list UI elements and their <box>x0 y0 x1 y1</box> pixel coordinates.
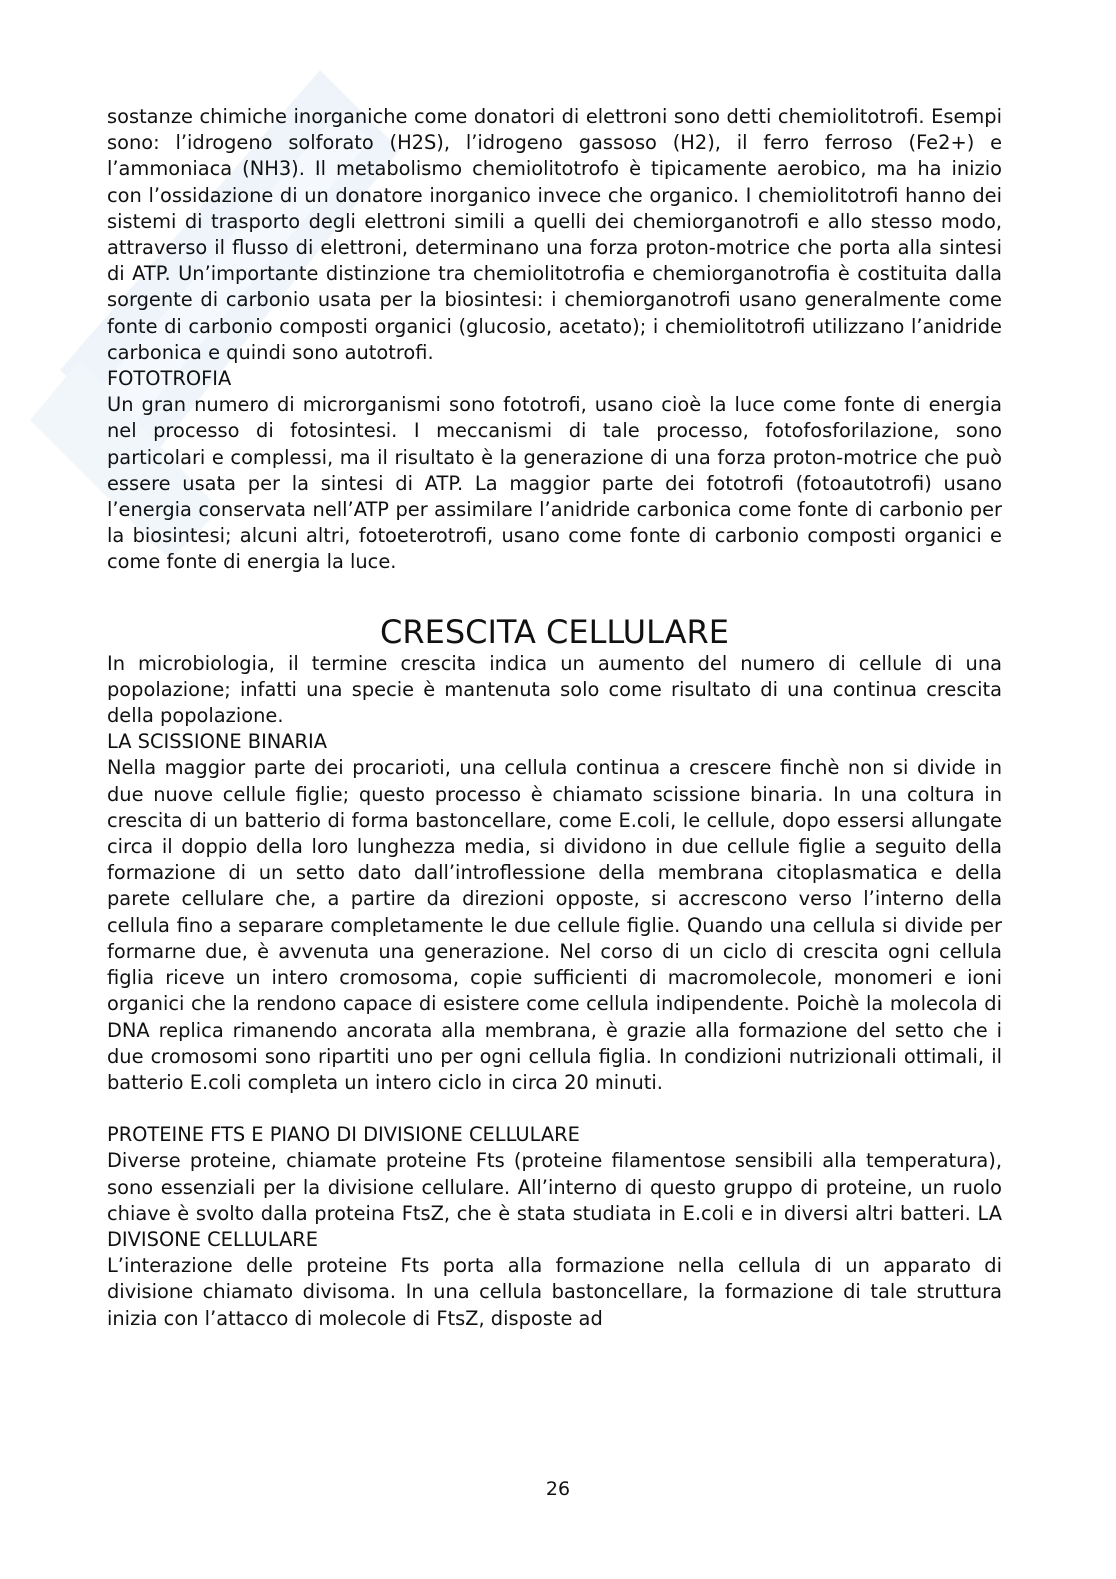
scissione-heading: LA SCISSIONE BINARIA <box>107 730 328 754</box>
divisione-paragraph: L’interazione delle proteine Fts porta alla formazione nella cellula di un apparato di divisione chiamato divisoma. In una cellula bastoncellare, la formazione di tale struttura inizia con l’attacco di molecole di FtsZ, disposte ad <box>107 1254 1002 1330</box>
intro-paragraph: sostanze chimiche inorganiche come donatori di elettroni sono detti chemiolitotrofi. Esempi sono: l’idrogeno solforato (H2S), l’idrogeno gassoso (H2), il ferro ferroso (Fe2+) e l’ammoniaca (NH3). Il metabolismo chemiolitotrofo è tipicamente aerobico, ma ha inizio con l’ossidazione di un donatore inorganico invece che organico. I chemiolitotrofi hanno dei sistemi di trasporto degli elettroni simili a quelli dei chemiorganotrofi e allo stesso modo, attraverso il flusso di elettroni, determinano una forza proton-motrice che porta alla sintesi di ATP. Un’importante distinzione tra chemiolitotrofia e chemiorganotrofia è costituita dalla sorgente di carbonio usata per la biosintesi: i chemiorganotrofi usano generalmente come fonte di carbonio composti organici (glucosio, acetato); i chemiolitotrofi utilizzano l’anidride carbonica e quindi sono autotrofi. <box>107 105 1002 364</box>
page-number: 26 <box>545 1478 571 1500</box>
scissione-paragraph: Nella maggior parte dei procarioti, una cellula continua a crescere finchè non si divide in due nuove cellule figlie; questo processo è chiamato scissione binaria. In una coltura in crescita di un batterio di forma bastoncellare, come E.coli, le cellule, dopo essersi allungate circa il doppio della loro lunghezza media, si dividono in due cellule figlie a seguito della formazione di un setto dato dall’introflessione della membrana citoplasmatica e della parete cellulare che, a partire da direzioni opposte, si accrescono verso l’interno della cellula fino a separare completamente le due cellule figlie. Quando una cellula si divide per formarne due, è avvenuta una generazione. Nel corso di un ciclo di crescita ogni cellula figlia riceve un intero cromosoma, copie sufficienti di macromolecole, monomeri e ioni organici che la rendono capace di esistere come cellula indipendente. Poichè la molecola di DNA replica rimanendo ancorata alla membrana, è grazie alla formazione del setto che i due cromosomi sono ripartiti uno per ogni cellula figlia. In condizioni nutrizionali ottimali, il batterio E.coli completa un intero ciclo in circa 20 minuti. <box>107 756 1002 1094</box>
blank-line <box>107 1096 1002 1122</box>
fototrofia-paragraph: Un gran numero di microrganismi sono fototrofi, usano cioè la luce come fonte di energia nel processo di fotosintesi. I meccanismi di tale processo, fotofosforilazione, sono particolari e complessi, ma il risultato è la generazione di una forza proton-motrice che può essere usata per la sintesi di ATP. La maggior parte dei fototrofi (fotoautotrofi) usano l’energia conservata nell’ATP per assimilare l’anidride carbonica come fonte di carbonio per la biosintesi; alcuni altri, fotoeterotrofi, usano come fonte di carbonio composti organici e come fonte di energia la luce. <box>107 393 1002 574</box>
crescita-paragraph: In microbiologia, il termine crescita indica un aumento del numero di cellule di una popolazione; infatti una specie è mantenuta solo come risultato di una continua crescita della popolazione. <box>107 651 1002 728</box>
fts-paragraph: Diverse proteine, chiamate proteine Fts (proteine filamentose sensibili alla temperatura), sono essenziali per la divisione cellulare. All’interno di questo gruppo di proteine, un ruolo chiave è svolto dalla proteina FtsZ, che è stata studiata in E.coli e in diversi altri batteri. LA DIVISONE CELLULARE <box>107 1149 1002 1251</box>
fts-heading: PROTEINE FTS E PIANO DI DIVISIONE CELLULARE <box>107 1123 580 1147</box>
document-page <box>107 104 1002 1332</box>
chapter-title: CRESCITA CELLULARE <box>380 612 729 651</box>
fototrofia-heading: FOTOTROFIA <box>107 367 232 391</box>
